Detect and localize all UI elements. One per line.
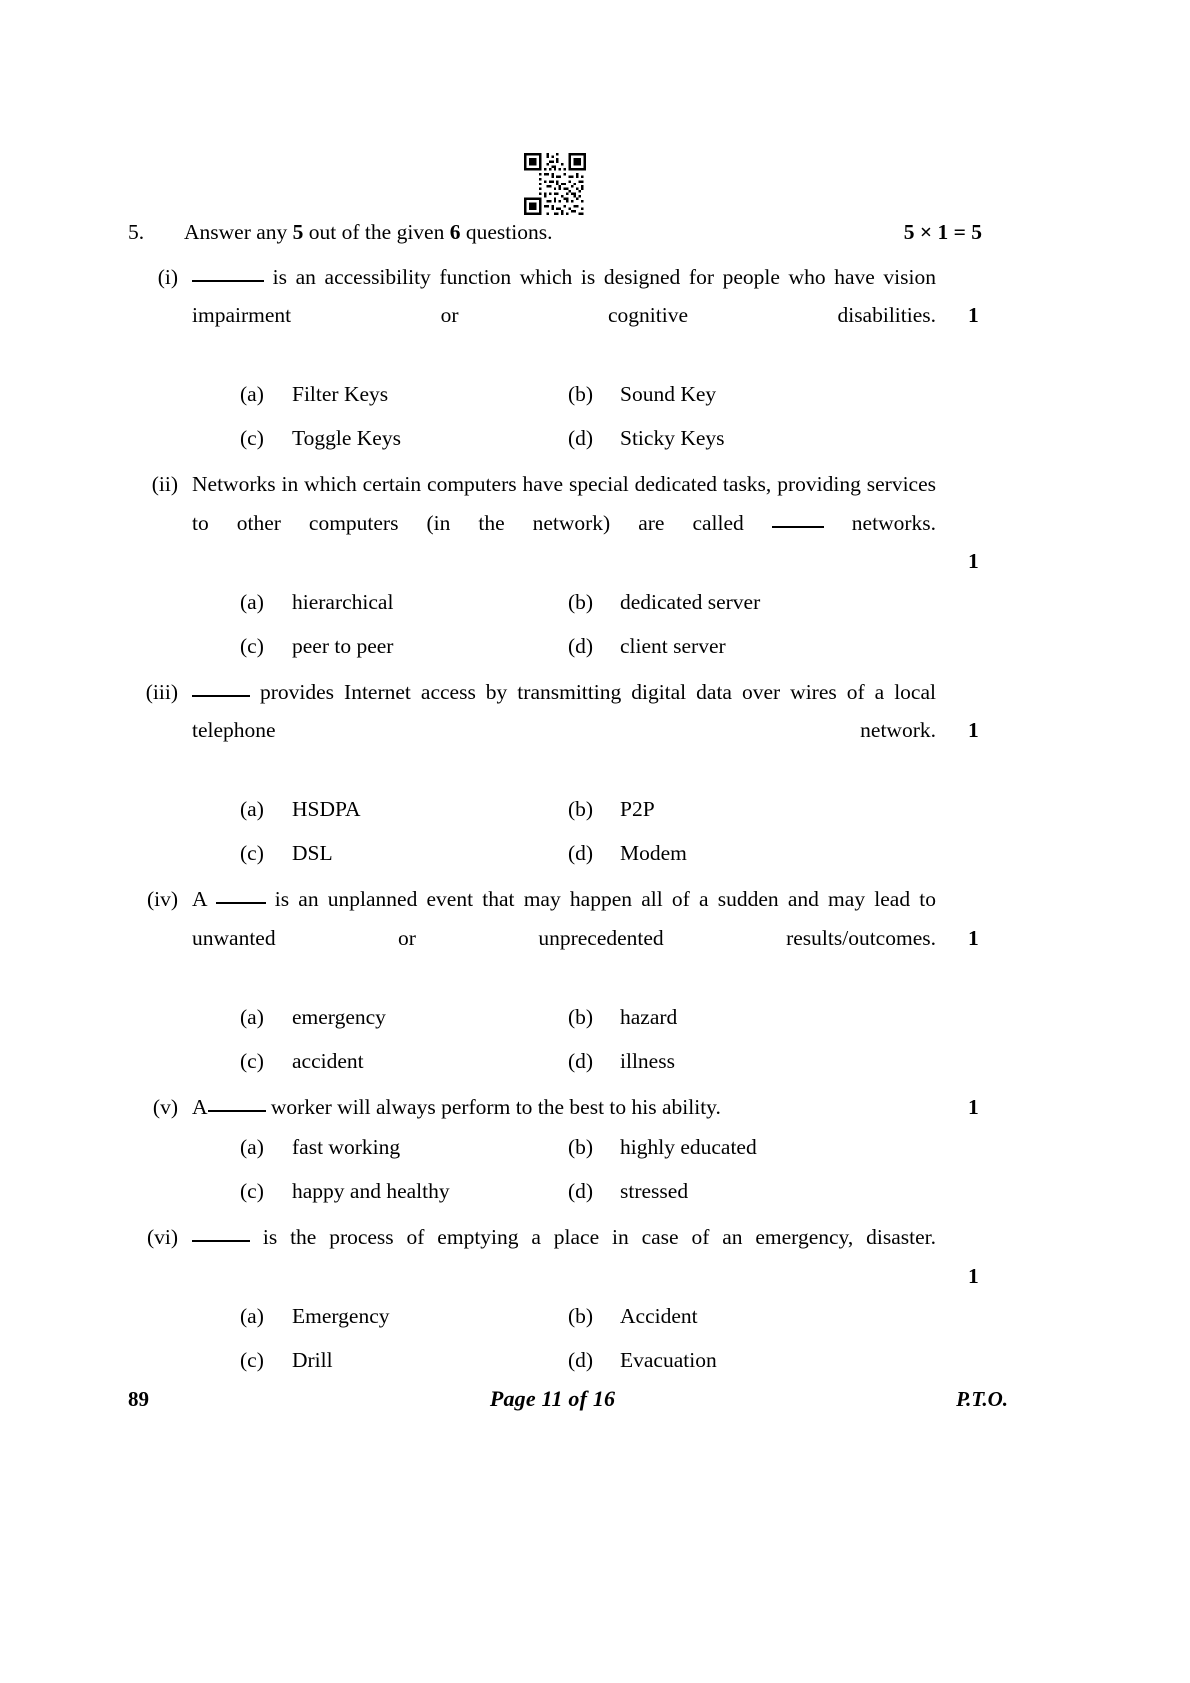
question-instruction bbox=[184, 222, 904, 244]
options-list bbox=[128, 1299, 1008, 1377]
answer-blank bbox=[208, 1110, 266, 1112]
page-footer bbox=[128, 1386, 1008, 1412]
option-label: hierarchical bbox=[292, 589, 394, 614]
option-tag: (d) bbox=[568, 633, 594, 658]
stem-text-tail: networks. bbox=[823, 510, 936, 535]
options-list bbox=[128, 1130, 1008, 1208]
question-marks: 1 bbox=[968, 549, 979, 573]
option-tag: (c) bbox=[240, 1048, 264, 1073]
option-tag: (d) bbox=[568, 841, 594, 865]
answer-blank bbox=[192, 1240, 250, 1242]
option-label: Sticky Keys bbox=[620, 426, 725, 450]
sub-question-v bbox=[128, 1088, 1008, 1209]
answer-blank bbox=[192, 695, 250, 697]
option-label: accident bbox=[292, 1048, 364, 1073]
option-label: Accident bbox=[620, 1304, 698, 1328]
question-marks: 1 bbox=[968, 303, 979, 327]
option-label: Drill bbox=[292, 1348, 333, 1372]
options-row bbox=[192, 792, 1008, 826]
option-label: Modem bbox=[620, 841, 687, 865]
option-label: DSL bbox=[292, 841, 333, 865]
option-d[interactable] bbox=[522, 421, 725, 455]
option-label: illness bbox=[620, 1048, 675, 1073]
option-tag: (a) bbox=[240, 1004, 264, 1029]
option-tag: (b) bbox=[568, 382, 594, 406]
sub-question-stem bbox=[192, 1218, 1008, 1295]
sub-question-label: (i) bbox=[157, 264, 178, 289]
options-list bbox=[128, 792, 1008, 870]
options-row bbox=[192, 1174, 1008, 1208]
option-tag: (c) bbox=[240, 1348, 264, 1372]
options-list bbox=[128, 377, 1008, 455]
options-row bbox=[192, 1044, 1008, 1078]
option-c[interactable] bbox=[192, 1044, 522, 1078]
option-label: stressed bbox=[620, 1179, 689, 1203]
option-tag: (c) bbox=[240, 841, 264, 865]
option-label: hazard bbox=[620, 1004, 678, 1029]
option-b[interactable] bbox=[522, 1299, 698, 1333]
sub-question-stem bbox=[192, 258, 1008, 374]
question-content bbox=[128, 222, 1008, 1387]
option-a[interactable] bbox=[192, 1130, 522, 1164]
option-label: fast working bbox=[292, 1135, 401, 1159]
option-tag: (b) bbox=[568, 1135, 594, 1159]
options-list bbox=[128, 1000, 1008, 1078]
question-marks: 1 bbox=[968, 1094, 979, 1119]
option-b[interactable] bbox=[522, 792, 655, 826]
option-label: Toggle Keys bbox=[292, 426, 401, 450]
options-row bbox=[192, 1000, 1008, 1034]
sub-question-ii bbox=[128, 465, 1008, 663]
options-list bbox=[128, 585, 1008, 663]
stem-text: A bbox=[192, 1094, 208, 1119]
option-label: client server bbox=[620, 633, 726, 658]
option-label: peer to peer bbox=[292, 633, 394, 658]
option-label: emergency bbox=[292, 1004, 386, 1029]
stem-text: provides Internet access by transmitting digital data over wires of a local telephone network. bbox=[192, 679, 936, 742]
answer-blank bbox=[192, 280, 264, 282]
stem-text-tail: worker will always perform to the best to his ability. bbox=[265, 1094, 721, 1119]
option-tag: (b) bbox=[568, 1304, 594, 1328]
marks-expression: 5 × 1 = 5 bbox=[903, 220, 982, 244]
option-tag: (d) bbox=[568, 426, 594, 450]
option-c[interactable] bbox=[192, 1343, 522, 1377]
option-tag: (a) bbox=[240, 589, 264, 614]
option-a[interactable] bbox=[192, 1299, 522, 1333]
option-d[interactable] bbox=[522, 1174, 688, 1208]
option-label: happy and healthy bbox=[292, 1179, 450, 1203]
option-c[interactable] bbox=[192, 1174, 522, 1208]
options-row bbox=[192, 1299, 1008, 1333]
option-tag: (b) bbox=[568, 797, 594, 821]
question-marks: 1 bbox=[968, 925, 979, 950]
option-tag: (d) bbox=[568, 1179, 594, 1203]
sub-question-stem bbox=[192, 1088, 1008, 1127]
option-d[interactable] bbox=[522, 629, 726, 663]
option-a[interactable] bbox=[192, 585, 522, 619]
instruction-count-answer: 5 bbox=[292, 220, 304, 244]
instruction-middle: out of the given bbox=[303, 220, 450, 244]
option-c[interactable] bbox=[192, 629, 522, 663]
option-tag: (c) bbox=[240, 426, 264, 450]
answer-blank bbox=[772, 526, 824, 528]
options-row bbox=[192, 1343, 1008, 1377]
sub-question-label: (vi) bbox=[146, 1225, 178, 1249]
option-c[interactable] bbox=[192, 421, 522, 455]
question-heading bbox=[128, 222, 1008, 244]
instruction-suffix: questions. bbox=[460, 220, 553, 244]
sub-question-iii bbox=[128, 673, 1008, 871]
sub-question-label: (ii) bbox=[151, 472, 178, 496]
option-d[interactable] bbox=[522, 836, 687, 870]
option-d[interactable] bbox=[522, 1044, 675, 1078]
option-tag: (b) bbox=[568, 1004, 594, 1029]
instruction-prefix: Answer any bbox=[184, 220, 293, 244]
question-number: 5. bbox=[128, 220, 145, 244]
stem-text: Networks in which certain computers have special dedicated tasks, providing services to other computers (in the network) are called bbox=[192, 472, 936, 535]
option-label: highly educated bbox=[620, 1135, 757, 1159]
instruction-count-total: 6 bbox=[449, 220, 461, 244]
option-b[interactable] bbox=[522, 1130, 757, 1164]
option-tag: (d) bbox=[568, 1348, 594, 1372]
option-a[interactable] bbox=[192, 377, 522, 411]
stem-text: is the process of emptying a place in case of an emergency, disaster. bbox=[250, 1225, 936, 1249]
question-marks: 1 bbox=[968, 1263, 979, 1288]
options-row bbox=[192, 377, 1008, 411]
option-tag: (b) bbox=[568, 589, 594, 614]
option-label: Evacuation bbox=[620, 1348, 717, 1372]
option-label: Sound Key bbox=[620, 382, 717, 406]
question-marks: 1 bbox=[968, 718, 979, 742]
sub-question-iv bbox=[128, 880, 1008, 1078]
option-c[interactable] bbox=[192, 836, 522, 870]
pto-label: P.T.O. bbox=[956, 1387, 1008, 1411]
page-number: Page 11 of 16 bbox=[489, 1386, 616, 1411]
answer-blank bbox=[216, 902, 266, 904]
option-b[interactable] bbox=[522, 585, 760, 619]
options-row bbox=[192, 585, 1008, 619]
option-label: HSDPA bbox=[292, 797, 361, 821]
qr-code-icon bbox=[524, 153, 586, 215]
option-a[interactable] bbox=[192, 792, 522, 826]
option-b[interactable] bbox=[522, 377, 716, 411]
sub-question-label: (iii) bbox=[145, 679, 178, 704]
sub-question-vi bbox=[128, 1218, 1008, 1377]
stem-text: is an accessibility function which is designed for people who have vision impairment or cognitive disabilities. bbox=[192, 264, 936, 327]
sub-question-stem bbox=[192, 465, 1008, 581]
option-tag: (a) bbox=[240, 1304, 264, 1328]
options-row bbox=[192, 421, 1008, 455]
option-tag: (a) bbox=[240, 382, 264, 406]
option-label: P2P bbox=[620, 797, 655, 821]
option-tag: (d) bbox=[568, 1048, 594, 1073]
options-row bbox=[192, 836, 1008, 870]
sub-question-stem bbox=[192, 880, 1008, 996]
sub-question-stem bbox=[192, 673, 1008, 789]
options-row bbox=[192, 629, 1008, 663]
sub-question-i bbox=[128, 258, 1008, 456]
option-tag: (c) bbox=[240, 633, 264, 658]
options-row bbox=[192, 1130, 1008, 1164]
stem-text-tail: is an unplanned event that may happen all of a sudden and may lead to unwanted or unprecedented results/outcomes. bbox=[192, 887, 936, 950]
sub-question-label: (iv) bbox=[146, 887, 178, 911]
option-label: dedicated server bbox=[620, 589, 761, 614]
option-tag: (a) bbox=[240, 797, 264, 821]
option-a[interactable] bbox=[192, 1000, 522, 1034]
sub-question-label: (v) bbox=[152, 1094, 178, 1119]
option-b[interactable] bbox=[522, 1000, 677, 1034]
stem-text: A bbox=[192, 887, 207, 911]
option-tag: (a) bbox=[240, 1135, 264, 1159]
option-tag: (c) bbox=[240, 1179, 264, 1203]
option-d[interactable] bbox=[522, 1343, 717, 1377]
paper-code: 89 bbox=[128, 1387, 149, 1411]
option-label: Emergency bbox=[292, 1304, 390, 1328]
option-label: Filter Keys bbox=[292, 382, 389, 406]
